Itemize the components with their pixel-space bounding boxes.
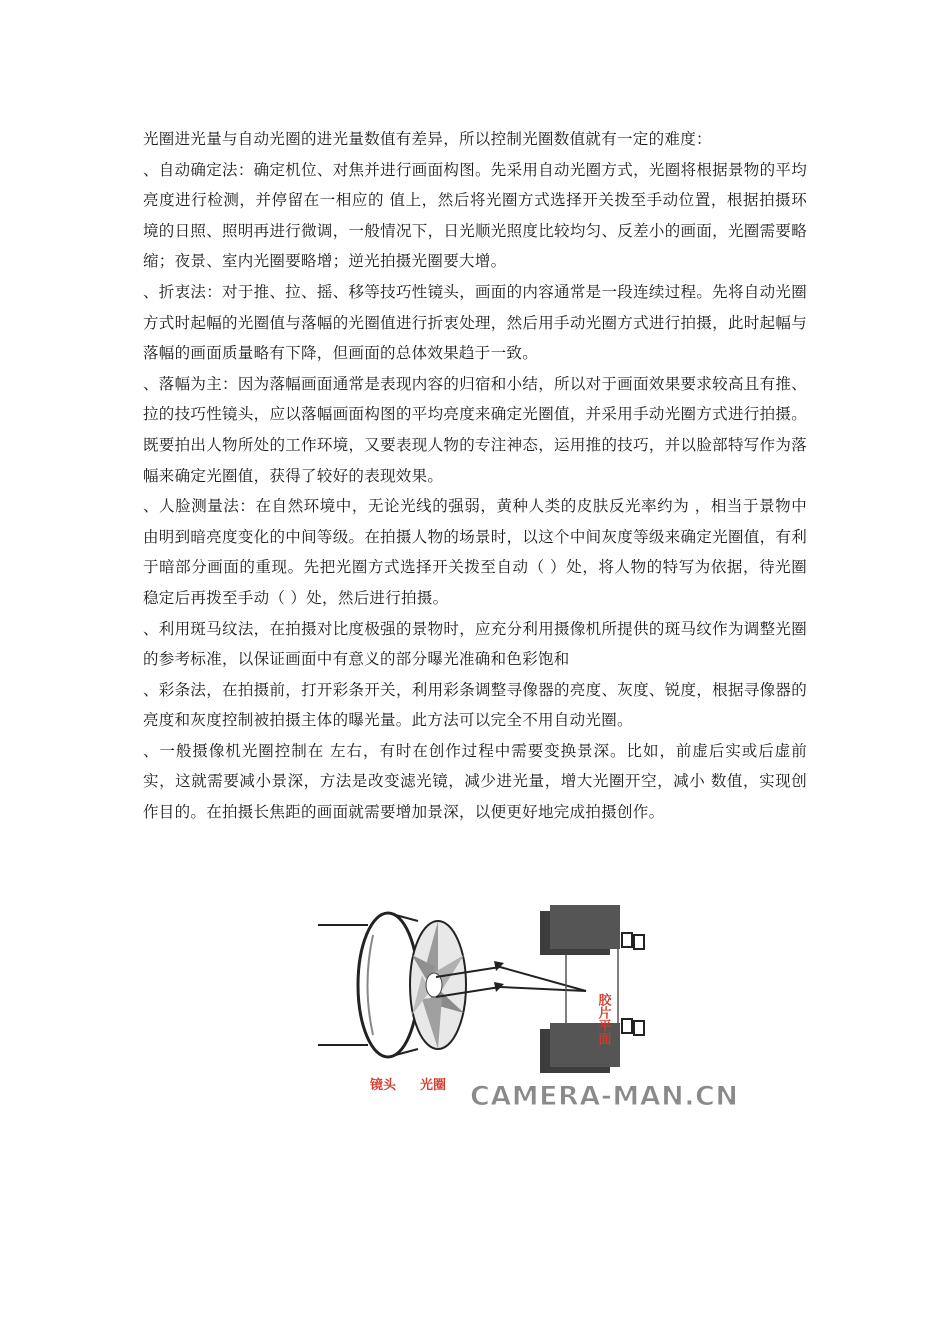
aperture-diagram <box>318 905 739 1113</box>
method-end-frame-paragraph: 、落幅为主：因为落幅画面通常是表现内容的归宿和小结，所以对于画面效果要求较高且有推、拉的技巧性镜头，应以落幅画面构图的平均亮度来确定光圈值，并采用手动光圈方式进行拍摄。既要拍出人物所处的工作环境，又要表现人物的专注神态，运用推的技巧，并以脸部特写作为落幅来确定光圈值，获得了较好的表现效果。 <box>143 374 807 485</box>
aperture-diagram-svg <box>318 905 739 1113</box>
film-plane-label: 胶片平面 <box>595 993 611 1045</box>
method-compromise-paragraph: 、折衷法：对于推、拉、摇、移等技巧性镜头，画面的内容通常是一段连续过程。先将自动光圈方式时起幅的光圈值与落幅的光圈值进行折衷处理，然后用手动光圈方式进行拍摄，此时起幅与落幅的画面质量略有下降，但画面的总体效果趋于一致。 <box>143 282 807 363</box>
aperture-icon <box>410 921 466 1049</box>
method-auto-paragraph: 、自动确定法：确定机位、对焦并进行画面构图。先采用自动光圈方式，光圈将根据景物的平均亮度进行检测，并停留在一相应的 值上，然后将光圈方式选择开关拨至手动位置，根据拍摄环境的日照、照明再进行微调，一般情况下，日光顺光照度比较均匀、反差小的画面，光圈需要略缩；夜景、室内光圈要略增；逆光拍摄光圈要大增。 <box>143 160 807 271</box>
body-text <box>143 124 807 828</box>
aperture-label: 光圈 <box>420 1078 447 1093</box>
method-colorbar-paragraph: 、彩条法，在拍摄前，打开彩条开关，利用彩条调整寻像器的亮度、灰度、锐度，根据寻像器的亮度和灰度控制被拍摄主体的曝光量。此方法可以完全不用自动光圈。 <box>143 680 807 730</box>
watermark-logo: CAMERA-MAN.CN <box>470 1081 739 1112</box>
lens-label: 镜头 <box>370 1078 397 1093</box>
intro-paragraph: 光圈进光量与自动光圈的进光量数值有差异，所以控制光圈数值就有一定的难度： <box>143 130 712 148</box>
method-zebra-paragraph: 、利用斑马纹法，在拍摄对比度极强的景物时，应充分利用摄像机所提供的斑马纹作为调整光圈的参考标准，以保证画面中有意义的部分曝光准确和色彩饱和 <box>143 619 807 669</box>
method-face-paragraph: 、人脸测量法：在自然环境中，无论光线的强弱，黄种人类的皮肤反光率约为 ，相当于景物中由明到暗亮度变化的中间等级。在拍摄人物的场景时，以这个中间灰度等级来确定光圈值，有利于暗部分画面的重现。先把光圈方式选择开关拨至自动（ ）处，将人物的特写为依据，待光圈稳定后再拨至手动（ ）处，然后进行拍摄。 <box>143 497 807 607</box>
arrow-head-icon <box>494 961 504 971</box>
method-general-paragraph: 、一般摄像机光圈控制在 左右，有时在创作过程中需要变换景深。比如，前虚后实或后虚前实，这就需要减小景深，方法是改变滤光镜，减少进光量，增大光圈开空，减小 数值，实现创作目的。在拍摄长焦距的画面就需要增加景深，以便更好地完成拍摄创作。 <box>143 741 807 822</box>
